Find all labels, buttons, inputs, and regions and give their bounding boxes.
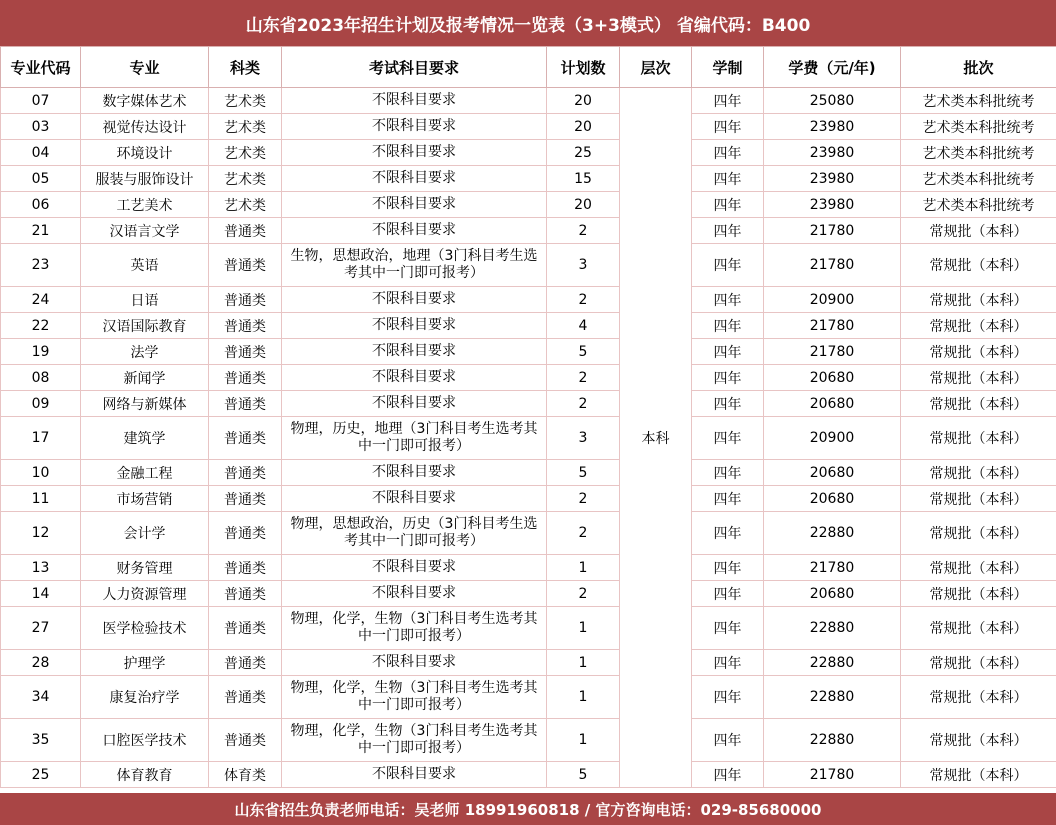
table-row bbox=[1, 192, 1056, 218]
cell-category: 普通类 bbox=[209, 486, 282, 512]
cell-category: 体育类 bbox=[209, 762, 282, 788]
contact-footer: 山东省招生负责老师电话：吴老师 18991960818 / 官方咨询电话：029-85680000 bbox=[0, 793, 1056, 825]
cell-duration: 四年 bbox=[692, 486, 764, 512]
cell-requirement: 不限科目要求 bbox=[282, 555, 547, 581]
table-row bbox=[1, 460, 1056, 486]
cell-requirement: 不限科目要求 bbox=[282, 88, 547, 114]
cell-major: 人力资源管理 bbox=[81, 581, 209, 607]
cell-category: 普通类 bbox=[209, 287, 282, 313]
cell-tuition: 23980 bbox=[764, 166, 901, 192]
cell-tuition: 20680 bbox=[764, 581, 901, 607]
cell-duration: 四年 bbox=[692, 339, 764, 365]
cell-category: 普通类 bbox=[209, 244, 282, 287]
sheet-title: 山东省2023年招生计划及报考情况一览表（3+3模式） 省编代码：B400 bbox=[0, 0, 1056, 46]
cell-major: 环境设计 bbox=[81, 140, 209, 166]
cell-code: 17 bbox=[1, 417, 81, 460]
cell-duration: 四年 bbox=[692, 313, 764, 339]
cell-requirement: 物理，思想政治，历史（3门科目考生选考其中一门即可报考） bbox=[282, 512, 547, 555]
table-row bbox=[1, 365, 1056, 391]
header-duration: 学制 bbox=[692, 47, 764, 88]
cell-requirement: 物理，历史，地理（3门科目考生选考其中一门即可报考） bbox=[282, 417, 547, 460]
cell-requirement: 不限科目要求 bbox=[282, 460, 547, 486]
cell-batch: 艺术类本科批统考 bbox=[901, 88, 1056, 114]
cell-plan: 20 bbox=[547, 114, 620, 140]
cell-tuition: 23980 bbox=[764, 140, 901, 166]
cell-duration: 四年 bbox=[692, 88, 764, 114]
cell-category: 普通类 bbox=[209, 417, 282, 460]
cell-duration: 四年 bbox=[692, 650, 764, 676]
cell-batch: 常规批（本科） bbox=[901, 339, 1056, 365]
table-row bbox=[1, 218, 1056, 244]
cell-plan: 2 bbox=[547, 581, 620, 607]
cell-code: 04 bbox=[1, 140, 81, 166]
cell-code: 05 bbox=[1, 166, 81, 192]
cell-requirement: 不限科目要求 bbox=[282, 192, 547, 218]
table-row bbox=[1, 140, 1056, 166]
cell-plan: 4 bbox=[547, 313, 620, 339]
cell-batch: 常规批（本科） bbox=[901, 244, 1056, 287]
cell-category: 艺术类 bbox=[209, 114, 282, 140]
cell-major: 汉语言文学 bbox=[81, 218, 209, 244]
cell-code: 03 bbox=[1, 114, 81, 140]
cell-batch: 常规批（本科） bbox=[901, 417, 1056, 460]
cell-duration: 四年 bbox=[692, 460, 764, 486]
cell-requirement: 不限科目要求 bbox=[282, 218, 547, 244]
cell-plan: 3 bbox=[547, 244, 620, 287]
cell-requirement: 物理，化学，生物（3门科目考生选考其中一门即可报考） bbox=[282, 676, 547, 719]
cell-level: 本科 bbox=[620, 88, 692, 788]
cell-duration: 四年 bbox=[692, 762, 764, 788]
cell-major: 英语 bbox=[81, 244, 209, 287]
cell-code: 19 bbox=[1, 339, 81, 365]
cell-requirement: 不限科目要求 bbox=[282, 114, 547, 140]
cell-plan: 1 bbox=[547, 650, 620, 676]
enrollment-plan-table bbox=[0, 46, 1056, 814]
cell-duration: 四年 bbox=[692, 719, 764, 762]
cell-plan: 1 bbox=[547, 555, 620, 581]
cell-batch: 常规批（本科） bbox=[901, 365, 1056, 391]
cell-batch: 艺术类本科批统考 bbox=[901, 192, 1056, 218]
cell-duration: 四年 bbox=[692, 140, 764, 166]
cell-duration: 四年 bbox=[692, 555, 764, 581]
cell-category: 普通类 bbox=[209, 391, 282, 417]
cell-major: 工艺美术 bbox=[81, 192, 209, 218]
table-row bbox=[1, 114, 1056, 140]
cell-category: 普通类 bbox=[209, 555, 282, 581]
cell-tuition: 21780 bbox=[764, 762, 901, 788]
cell-batch: 常规批（本科） bbox=[901, 512, 1056, 555]
cell-category: 艺术类 bbox=[209, 192, 282, 218]
cell-tuition: 22880 bbox=[764, 512, 901, 555]
cell-code: 11 bbox=[1, 486, 81, 512]
cell-requirement: 不限科目要求 bbox=[282, 581, 547, 607]
cell-tuition: 22880 bbox=[764, 607, 901, 650]
cell-category: 普通类 bbox=[209, 313, 282, 339]
cell-batch: 常规批（本科） bbox=[901, 676, 1056, 719]
header-category: 科类 bbox=[209, 47, 282, 88]
cell-major: 康复治疗学 bbox=[81, 676, 209, 719]
cell-plan: 5 bbox=[547, 762, 620, 788]
cell-tuition: 20680 bbox=[764, 486, 901, 512]
cell-tuition: 22880 bbox=[764, 676, 901, 719]
cell-plan: 20 bbox=[547, 88, 620, 114]
header-level: 层次 bbox=[620, 47, 692, 88]
table-row bbox=[1, 166, 1056, 192]
cell-duration: 四年 bbox=[692, 287, 764, 313]
cell-major: 金融工程 bbox=[81, 460, 209, 486]
table-row bbox=[1, 719, 1056, 762]
cell-requirement: 不限科目要求 bbox=[282, 313, 547, 339]
cell-batch: 常规批（本科） bbox=[901, 650, 1056, 676]
cell-batch: 常规批（本科） bbox=[901, 555, 1056, 581]
cell-major: 会计学 bbox=[81, 512, 209, 555]
cell-batch: 常规批（本科） bbox=[901, 460, 1056, 486]
table-row bbox=[1, 555, 1056, 581]
cell-major: 护理学 bbox=[81, 650, 209, 676]
cell-plan: 25 bbox=[547, 140, 620, 166]
cell-tuition: 21780 bbox=[764, 313, 901, 339]
cell-major: 市场营销 bbox=[81, 486, 209, 512]
table-row bbox=[1, 417, 1056, 460]
cell-duration: 四年 bbox=[692, 607, 764, 650]
cell-code: 08 bbox=[1, 365, 81, 391]
cell-plan: 1 bbox=[547, 719, 620, 762]
cell-code: 14 bbox=[1, 581, 81, 607]
cell-duration: 四年 bbox=[692, 512, 764, 555]
table-row bbox=[1, 486, 1056, 512]
cell-duration: 四年 bbox=[692, 581, 764, 607]
header-tuition: 学费（元/年) bbox=[764, 47, 901, 88]
cell-code: 13 bbox=[1, 555, 81, 581]
cell-code: 27 bbox=[1, 607, 81, 650]
table-row bbox=[1, 512, 1056, 555]
cell-duration: 四年 bbox=[692, 417, 764, 460]
header-requirement: 考试科目要求 bbox=[282, 47, 547, 88]
cell-duration: 四年 bbox=[692, 365, 764, 391]
cell-category: 普通类 bbox=[209, 607, 282, 650]
cell-tuition: 21780 bbox=[764, 555, 901, 581]
table-row bbox=[1, 581, 1056, 607]
cell-requirement: 不限科目要求 bbox=[282, 166, 547, 192]
cell-category: 普通类 bbox=[209, 218, 282, 244]
header-code: 专业代码 bbox=[1, 47, 81, 88]
cell-duration: 四年 bbox=[692, 391, 764, 417]
cell-requirement: 不限科目要求 bbox=[282, 650, 547, 676]
cell-tuition: 25080 bbox=[764, 88, 901, 114]
cell-tuition: 21780 bbox=[764, 244, 901, 287]
cell-category: 普通类 bbox=[209, 676, 282, 719]
cell-code: 21 bbox=[1, 218, 81, 244]
cell-category: 艺术类 bbox=[209, 88, 282, 114]
cell-plan: 2 bbox=[547, 486, 620, 512]
cell-major: 服装与服饰设计 bbox=[81, 166, 209, 192]
cell-duration: 四年 bbox=[692, 244, 764, 287]
cell-tuition: 20680 bbox=[764, 460, 901, 486]
cell-tuition: 20680 bbox=[764, 365, 901, 391]
cell-batch: 艺术类本科批统考 bbox=[901, 166, 1056, 192]
table-row bbox=[1, 391, 1056, 417]
cell-requirement: 不限科目要求 bbox=[282, 365, 547, 391]
cell-batch: 常规批（本科） bbox=[901, 486, 1056, 512]
cell-code: 10 bbox=[1, 460, 81, 486]
cell-category: 普通类 bbox=[209, 339, 282, 365]
cell-category: 普通类 bbox=[209, 650, 282, 676]
cell-code: 25 bbox=[1, 762, 81, 788]
cell-requirement: 不限科目要求 bbox=[282, 486, 547, 512]
table-row bbox=[1, 244, 1056, 287]
table-row bbox=[1, 676, 1056, 719]
cell-code: 34 bbox=[1, 676, 81, 719]
cell-category: 普通类 bbox=[209, 512, 282, 555]
cell-major: 汉语国际教育 bbox=[81, 313, 209, 339]
cell-major: 建筑学 bbox=[81, 417, 209, 460]
cell-major: 视觉传达设计 bbox=[81, 114, 209, 140]
cell-duration: 四年 bbox=[692, 192, 764, 218]
cell-major: 数字媒体艺术 bbox=[81, 88, 209, 114]
cell-major: 医学检验技术 bbox=[81, 607, 209, 650]
cell-plan: 15 bbox=[547, 166, 620, 192]
cell-plan: 2 bbox=[547, 512, 620, 555]
cell-tuition: 21780 bbox=[764, 339, 901, 365]
cell-category: 艺术类 bbox=[209, 140, 282, 166]
cell-duration: 四年 bbox=[692, 166, 764, 192]
cell-plan: 2 bbox=[547, 365, 620, 391]
header-major: 专业 bbox=[81, 47, 209, 88]
cell-category: 艺术类 bbox=[209, 166, 282, 192]
cell-requirement: 物理，化学，生物（3门科目考生选考其中一门即可报考） bbox=[282, 719, 547, 762]
cell-tuition: 20900 bbox=[764, 287, 901, 313]
cell-major: 体育教育 bbox=[81, 762, 209, 788]
cell-major: 网络与新媒体 bbox=[81, 391, 209, 417]
cell-major: 日语 bbox=[81, 287, 209, 313]
cell-code: 28 bbox=[1, 650, 81, 676]
cell-requirement: 不限科目要求 bbox=[282, 339, 547, 365]
header-plan: 计划数 bbox=[547, 47, 620, 88]
cell-tuition: 23980 bbox=[764, 192, 901, 218]
table-row bbox=[1, 88, 1056, 114]
cell-category: 普通类 bbox=[209, 719, 282, 762]
cell-requirement: 不限科目要求 bbox=[282, 391, 547, 417]
cell-duration: 四年 bbox=[692, 676, 764, 719]
cell-code: 24 bbox=[1, 287, 81, 313]
cell-requirement: 物理，化学，生物（3门科目考生选考其中一门即可报考） bbox=[282, 607, 547, 650]
cell-batch: 常规批（本科） bbox=[901, 762, 1056, 788]
cell-code: 35 bbox=[1, 719, 81, 762]
table-row bbox=[1, 313, 1056, 339]
cell-code: 07 bbox=[1, 88, 81, 114]
cell-plan: 5 bbox=[547, 460, 620, 486]
cell-major: 法学 bbox=[81, 339, 209, 365]
table-row bbox=[1, 287, 1056, 313]
cell-tuition: 20680 bbox=[764, 391, 901, 417]
cell-tuition: 22880 bbox=[764, 650, 901, 676]
cell-batch: 常规批（本科） bbox=[901, 391, 1056, 417]
cell-batch: 常规批（本科） bbox=[901, 719, 1056, 762]
cell-batch: 艺术类本科批统考 bbox=[901, 114, 1056, 140]
cell-duration: 四年 bbox=[692, 114, 764, 140]
cell-tuition: 23980 bbox=[764, 114, 901, 140]
cell-code: 23 bbox=[1, 244, 81, 287]
cell-batch: 常规批（本科） bbox=[901, 313, 1056, 339]
cell-plan: 1 bbox=[547, 607, 620, 650]
cell-code: 06 bbox=[1, 192, 81, 218]
cell-plan: 2 bbox=[547, 391, 620, 417]
cell-plan: 20 bbox=[547, 192, 620, 218]
cell-plan: 3 bbox=[547, 417, 620, 460]
cell-major: 口腔医学技术 bbox=[81, 719, 209, 762]
cell-batch: 常规批（本科） bbox=[901, 581, 1056, 607]
cell-tuition: 20900 bbox=[764, 417, 901, 460]
cell-category: 普通类 bbox=[209, 365, 282, 391]
cell-code: 22 bbox=[1, 313, 81, 339]
cell-duration: 四年 bbox=[692, 218, 764, 244]
table-row bbox=[1, 339, 1056, 365]
cell-batch: 常规批（本科） bbox=[901, 607, 1056, 650]
cell-category: 普通类 bbox=[209, 460, 282, 486]
cell-batch: 常规批（本科） bbox=[901, 218, 1056, 244]
cell-requirement: 不限科目要求 bbox=[282, 140, 547, 166]
cell-requirement: 不限科目要求 bbox=[282, 762, 547, 788]
cell-batch: 常规批（本科） bbox=[901, 287, 1056, 313]
cell-code: 09 bbox=[1, 391, 81, 417]
cell-requirement: 生物，思想政治，地理（3门科目考生选考其中一门即可报考） bbox=[282, 244, 547, 287]
cell-plan: 2 bbox=[547, 218, 620, 244]
cell-major: 财务管理 bbox=[81, 555, 209, 581]
table-row bbox=[1, 650, 1056, 676]
header-batch: 批次 bbox=[901, 47, 1056, 88]
cell-code: 12 bbox=[1, 512, 81, 555]
cell-requirement: 不限科目要求 bbox=[282, 287, 547, 313]
header-row bbox=[1, 47, 1056, 88]
cell-tuition: 21780 bbox=[764, 218, 901, 244]
cell-category: 普通类 bbox=[209, 581, 282, 607]
cell-batch: 艺术类本科批统考 bbox=[901, 140, 1056, 166]
cell-plan: 5 bbox=[547, 339, 620, 365]
cell-plan: 1 bbox=[547, 676, 620, 719]
table-body bbox=[1, 88, 1056, 788]
cell-plan: 2 bbox=[547, 287, 620, 313]
table-row bbox=[1, 607, 1056, 650]
table-row bbox=[1, 762, 1056, 788]
cell-tuition: 22880 bbox=[764, 719, 901, 762]
cell-major: 新闻学 bbox=[81, 365, 209, 391]
